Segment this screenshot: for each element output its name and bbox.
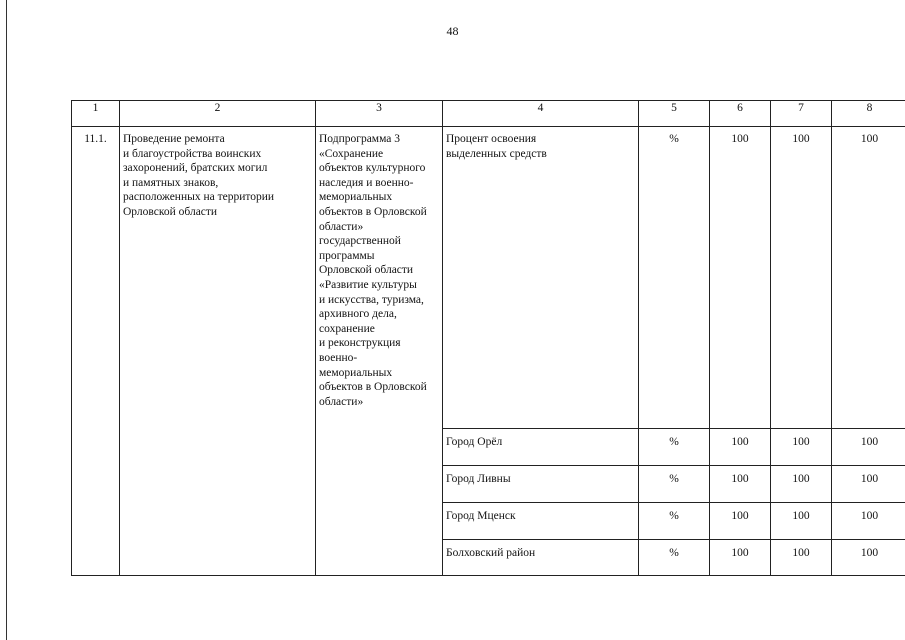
value-6: 100 — [731, 547, 749, 559]
row-number-cell — [72, 127, 120, 576]
value-cell-6 — [710, 503, 771, 540]
municipality-cell — [443, 429, 639, 466]
program-line: «Развитие культуры — [319, 278, 417, 291]
municipality-cell — [443, 540, 639, 576]
value-cell-6 — [710, 429, 771, 466]
program-line: военно- — [319, 351, 358, 364]
program-line: сохранение — [319, 322, 375, 335]
unit-value: % — [669, 133, 679, 145]
value-8: 100 — [860, 436, 879, 448]
value-6: 100 — [731, 133, 749, 145]
header-cell: 8 — [832, 101, 905, 127]
unit-value: % — [669, 473, 679, 485]
value-cell-7 — [771, 127, 832, 429]
program-line: мемориальных — [319, 366, 393, 379]
indicator-line: Процент освоения — [446, 133, 537, 145]
row-number: 11.1. — [84, 133, 107, 145]
value-cell-8 — [832, 429, 905, 466]
unit-value: % — [669, 547, 679, 559]
program-line: «Сохранение — [319, 147, 384, 160]
unit-cell — [639, 127, 710, 429]
value-7: 100 — [792, 436, 810, 448]
value-cell-8 — [832, 127, 905, 429]
unit-cell — [639, 466, 710, 503]
page-number: 48 — [446, 24, 459, 38]
municipality-name: Болховский район — [446, 547, 536, 559]
left-margin-rule — [6, 0, 7, 640]
value-cell-6 — [710, 127, 771, 429]
program-line: архивного дела, — [319, 308, 397, 321]
event-line: Орловской области — [123, 205, 218, 218]
value-6: 100 — [731, 473, 749, 485]
value-cell-7 — [771, 540, 832, 576]
program-line: мемориальных — [319, 191, 393, 204]
unit-cell — [639, 503, 710, 540]
program-line: наследия и военно- — [319, 176, 414, 189]
value-7: 100 — [792, 547, 810, 559]
municipality-name: Город Орёл — [446, 436, 503, 448]
program-text — [316, 127, 442, 409]
value-cell-8 — [832, 466, 905, 503]
program-line: и искусства, туризма, — [319, 293, 424, 306]
table-row — [72, 127, 905, 429]
municipality-cell — [443, 466, 639, 503]
event-line: Проведение ремонта — [123, 133, 225, 145]
event-text — [120, 127, 315, 220]
header-cell: 3 — [316, 101, 443, 127]
value-8: 100 — [860, 510, 879, 522]
unit-cell — [639, 429, 710, 466]
municipality-name: Город Мценск — [446, 510, 516, 522]
value-7: 100 — [792, 510, 810, 522]
unit-value: % — [669, 436, 679, 448]
value-cell-6 — [710, 540, 771, 576]
event-line: и памятных знаков, — [123, 176, 219, 189]
header-cell: 6 — [710, 101, 771, 127]
indicator-text — [443, 127, 638, 161]
indicator-line: выделенных средств — [446, 147, 547, 160]
program-line: объектов в Орловской — [319, 381, 427, 394]
value-8: 100 — [860, 133, 879, 145]
header-cell: 2 — [120, 101, 316, 127]
table-header-row — [72, 101, 905, 127]
value-7: 100 — [792, 473, 810, 485]
program-cell — [316, 127, 443, 576]
header-cell: 7 — [771, 101, 832, 127]
program-line: программы — [319, 249, 375, 262]
program-line: и реконструкция — [319, 337, 401, 350]
event-line: и благоустройства воинских — [123, 147, 262, 160]
program-line: объектов в Орловской — [319, 205, 427, 218]
unit-cell — [639, 540, 710, 576]
event-line: захоронений, братских могил — [123, 162, 268, 175]
program-line: Орловской области — [319, 264, 414, 277]
indicators-table — [71, 100, 905, 576]
program-line: объектов культурного — [319, 162, 426, 175]
indicator-cell — [443, 127, 639, 429]
program-line: Подпрограмма 3 — [319, 133, 401, 145]
value-7: 100 — [792, 133, 810, 145]
municipality-name: Город Ливны — [446, 473, 511, 485]
header-cell: 4 — [443, 101, 639, 127]
event-cell — [120, 127, 316, 576]
program-line: области» — [319, 220, 364, 233]
value-8: 100 — [860, 547, 879, 559]
municipality-cell — [443, 503, 639, 540]
value-cell-7 — [771, 503, 832, 540]
value-cell-8 — [832, 540, 905, 576]
value-cell-7 — [771, 429, 832, 466]
program-line: государственной — [319, 235, 401, 248]
header-cell: 1 — [72, 101, 120, 127]
header-cell: 5 — [639, 101, 710, 127]
value-8: 100 — [860, 473, 879, 485]
value-cell-8 — [832, 503, 905, 540]
unit-value: % — [669, 510, 679, 522]
value-6: 100 — [731, 436, 749, 448]
program-line: области» — [319, 395, 364, 408]
event-line: расположенных на территории — [123, 191, 275, 204]
value-cell-7 — [771, 466, 832, 503]
value-cell-6 — [710, 466, 771, 503]
value-6: 100 — [731, 510, 749, 522]
